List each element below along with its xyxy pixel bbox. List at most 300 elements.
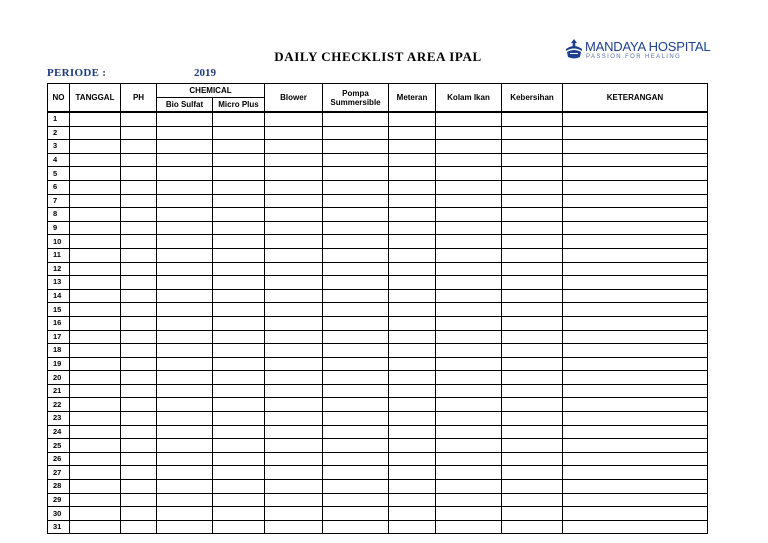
input-cell[interactable] bbox=[213, 384, 265, 398]
input-cell[interactable] bbox=[213, 180, 265, 194]
input-cell[interactable] bbox=[502, 425, 563, 439]
input-cell[interactable] bbox=[436, 384, 502, 398]
input-cell[interactable] bbox=[323, 167, 389, 181]
input-cell[interactable] bbox=[265, 194, 323, 208]
input-cell[interactable] bbox=[502, 153, 563, 167]
input-cell[interactable] bbox=[70, 235, 121, 249]
input-cell[interactable] bbox=[121, 126, 157, 140]
input-cell[interactable] bbox=[157, 344, 213, 358]
input-cell[interactable] bbox=[389, 398, 436, 412]
input-cell[interactable] bbox=[389, 140, 436, 154]
input-cell[interactable] bbox=[389, 480, 436, 494]
input-cell[interactable] bbox=[121, 398, 157, 412]
input-cell[interactable] bbox=[157, 221, 213, 235]
input-cell[interactable] bbox=[323, 276, 389, 290]
input-cell[interactable] bbox=[436, 112, 502, 126]
input-cell[interactable] bbox=[389, 167, 436, 181]
input-cell[interactable] bbox=[389, 412, 436, 426]
input-cell[interactable] bbox=[436, 520, 502, 534]
input-cell[interactable] bbox=[265, 412, 323, 426]
input-cell[interactable] bbox=[323, 357, 389, 371]
input-cell[interactable] bbox=[436, 167, 502, 181]
input-cell[interactable] bbox=[70, 344, 121, 358]
input-cell[interactable] bbox=[157, 466, 213, 480]
input-cell[interactable] bbox=[323, 371, 389, 385]
input-cell[interactable] bbox=[70, 480, 121, 494]
input-cell[interactable] bbox=[121, 276, 157, 290]
input-cell[interactable] bbox=[157, 412, 213, 426]
input-cell[interactable] bbox=[70, 140, 121, 154]
input-cell[interactable] bbox=[121, 452, 157, 466]
input-cell[interactable] bbox=[389, 289, 436, 303]
input-cell[interactable] bbox=[502, 507, 563, 521]
input-cell[interactable] bbox=[389, 520, 436, 534]
input-cell[interactable] bbox=[157, 425, 213, 439]
input-cell[interactable] bbox=[157, 208, 213, 222]
input-cell[interactable] bbox=[157, 235, 213, 249]
input-cell[interactable] bbox=[502, 344, 563, 358]
input-cell[interactable] bbox=[563, 112, 708, 126]
input-cell[interactable] bbox=[121, 208, 157, 222]
input-cell[interactable] bbox=[436, 493, 502, 507]
input-cell[interactable] bbox=[502, 221, 563, 235]
input-cell[interactable] bbox=[389, 208, 436, 222]
input-cell[interactable] bbox=[121, 303, 157, 317]
input-cell[interactable] bbox=[265, 439, 323, 453]
input-cell[interactable] bbox=[121, 194, 157, 208]
input-cell[interactable] bbox=[323, 289, 389, 303]
input-cell[interactable] bbox=[70, 466, 121, 480]
input-cell[interactable] bbox=[389, 507, 436, 521]
input-cell[interactable] bbox=[157, 520, 213, 534]
input-cell[interactable] bbox=[213, 357, 265, 371]
input-cell[interactable] bbox=[213, 466, 265, 480]
input-cell[interactable] bbox=[157, 180, 213, 194]
input-cell[interactable] bbox=[389, 316, 436, 330]
input-cell[interactable] bbox=[436, 480, 502, 494]
input-cell[interactable] bbox=[157, 316, 213, 330]
input-cell[interactable] bbox=[563, 480, 708, 494]
input-cell[interactable] bbox=[436, 316, 502, 330]
input-cell[interactable] bbox=[213, 276, 265, 290]
input-cell[interactable] bbox=[563, 276, 708, 290]
input-cell[interactable] bbox=[323, 153, 389, 167]
input-cell[interactable] bbox=[436, 248, 502, 262]
input-cell[interactable] bbox=[70, 180, 121, 194]
input-cell[interactable] bbox=[121, 289, 157, 303]
input-cell[interactable] bbox=[70, 248, 121, 262]
input-cell[interactable] bbox=[70, 439, 121, 453]
input-cell[interactable] bbox=[70, 221, 121, 235]
input-cell[interactable] bbox=[502, 180, 563, 194]
input-cell[interactable] bbox=[563, 153, 708, 167]
input-cell[interactable] bbox=[121, 412, 157, 426]
input-cell[interactable] bbox=[70, 357, 121, 371]
input-cell[interactable] bbox=[157, 493, 213, 507]
input-cell[interactable] bbox=[389, 153, 436, 167]
input-cell[interactable] bbox=[121, 344, 157, 358]
input-cell[interactable] bbox=[265, 330, 323, 344]
input-cell[interactable] bbox=[502, 140, 563, 154]
input-cell[interactable] bbox=[213, 303, 265, 317]
input-cell[interactable] bbox=[265, 208, 323, 222]
input-cell[interactable] bbox=[157, 384, 213, 398]
input-cell[interactable] bbox=[70, 452, 121, 466]
input-cell[interactable] bbox=[563, 452, 708, 466]
input-cell[interactable] bbox=[265, 167, 323, 181]
input-cell[interactable] bbox=[502, 316, 563, 330]
input-cell[interactable] bbox=[563, 493, 708, 507]
input-cell[interactable] bbox=[157, 357, 213, 371]
input-cell[interactable] bbox=[157, 167, 213, 181]
input-cell[interactable] bbox=[563, 140, 708, 154]
input-cell[interactable] bbox=[389, 493, 436, 507]
input-cell[interactable] bbox=[389, 452, 436, 466]
input-cell[interactable] bbox=[502, 520, 563, 534]
input-cell[interactable] bbox=[121, 140, 157, 154]
input-cell[interactable] bbox=[323, 398, 389, 412]
input-cell[interactable] bbox=[265, 520, 323, 534]
input-cell[interactable] bbox=[563, 357, 708, 371]
input-cell[interactable] bbox=[323, 235, 389, 249]
input-cell[interactable] bbox=[265, 289, 323, 303]
input-cell[interactable] bbox=[436, 194, 502, 208]
input-cell[interactable] bbox=[265, 262, 323, 276]
input-cell[interactable] bbox=[389, 384, 436, 398]
input-cell[interactable] bbox=[563, 371, 708, 385]
input-cell[interactable] bbox=[563, 167, 708, 181]
input-cell[interactable] bbox=[563, 289, 708, 303]
input-cell[interactable] bbox=[563, 208, 708, 222]
input-cell[interactable] bbox=[563, 248, 708, 262]
input-cell[interactable] bbox=[436, 466, 502, 480]
input-cell[interactable] bbox=[436, 221, 502, 235]
input-cell[interactable] bbox=[323, 248, 389, 262]
input-cell[interactable] bbox=[121, 371, 157, 385]
input-cell[interactable] bbox=[70, 208, 121, 222]
input-cell[interactable] bbox=[121, 384, 157, 398]
input-cell[interactable] bbox=[563, 262, 708, 276]
input-cell[interactable] bbox=[323, 140, 389, 154]
input-cell[interactable] bbox=[70, 167, 121, 181]
input-cell[interactable] bbox=[502, 439, 563, 453]
input-cell[interactable] bbox=[323, 180, 389, 194]
input-cell[interactable] bbox=[265, 140, 323, 154]
input-cell[interactable] bbox=[213, 112, 265, 126]
input-cell[interactable] bbox=[563, 398, 708, 412]
input-cell[interactable] bbox=[70, 289, 121, 303]
input-cell[interactable] bbox=[563, 520, 708, 534]
input-cell[interactable] bbox=[265, 221, 323, 235]
input-cell[interactable] bbox=[502, 248, 563, 262]
input-cell[interactable] bbox=[323, 425, 389, 439]
input-cell[interactable] bbox=[502, 480, 563, 494]
input-cell[interactable] bbox=[213, 194, 265, 208]
input-cell[interactable] bbox=[157, 303, 213, 317]
input-cell[interactable] bbox=[323, 452, 389, 466]
input-cell[interactable] bbox=[436, 208, 502, 222]
input-cell[interactable] bbox=[502, 330, 563, 344]
input-cell[interactable] bbox=[502, 466, 563, 480]
input-cell[interactable] bbox=[389, 126, 436, 140]
input-cell[interactable] bbox=[121, 248, 157, 262]
input-cell[interactable] bbox=[70, 153, 121, 167]
input-cell[interactable] bbox=[121, 167, 157, 181]
input-cell[interactable] bbox=[436, 126, 502, 140]
input-cell[interactable] bbox=[502, 235, 563, 249]
input-cell[interactable] bbox=[121, 112, 157, 126]
input-cell[interactable] bbox=[563, 194, 708, 208]
input-cell[interactable] bbox=[213, 208, 265, 222]
input-cell[interactable] bbox=[70, 126, 121, 140]
input-cell[interactable] bbox=[389, 194, 436, 208]
input-cell[interactable] bbox=[265, 153, 323, 167]
input-cell[interactable] bbox=[436, 276, 502, 290]
input-cell[interactable] bbox=[213, 493, 265, 507]
input-cell[interactable] bbox=[70, 398, 121, 412]
input-cell[interactable] bbox=[502, 412, 563, 426]
input-cell[interactable] bbox=[265, 452, 323, 466]
input-cell[interactable] bbox=[213, 480, 265, 494]
input-cell[interactable] bbox=[70, 412, 121, 426]
input-cell[interactable] bbox=[563, 344, 708, 358]
input-cell[interactable] bbox=[563, 180, 708, 194]
input-cell[interactable] bbox=[121, 262, 157, 276]
input-cell[interactable] bbox=[213, 412, 265, 426]
input-cell[interactable] bbox=[563, 425, 708, 439]
input-cell[interactable] bbox=[121, 425, 157, 439]
input-cell[interactable] bbox=[502, 384, 563, 398]
input-cell[interactable] bbox=[157, 112, 213, 126]
input-cell[interactable] bbox=[265, 398, 323, 412]
input-cell[interactable] bbox=[265, 248, 323, 262]
input-cell[interactable] bbox=[121, 493, 157, 507]
input-cell[interactable] bbox=[265, 493, 323, 507]
input-cell[interactable] bbox=[563, 330, 708, 344]
input-cell[interactable] bbox=[436, 289, 502, 303]
input-cell[interactable] bbox=[389, 303, 436, 317]
input-cell[interactable] bbox=[265, 371, 323, 385]
input-cell[interactable] bbox=[121, 316, 157, 330]
input-cell[interactable] bbox=[563, 412, 708, 426]
input-cell[interactable] bbox=[436, 412, 502, 426]
input-cell[interactable] bbox=[323, 439, 389, 453]
input-cell[interactable] bbox=[157, 452, 213, 466]
input-cell[interactable] bbox=[157, 126, 213, 140]
input-cell[interactable] bbox=[323, 384, 389, 398]
input-cell[interactable] bbox=[389, 371, 436, 385]
input-cell[interactable] bbox=[389, 276, 436, 290]
input-cell[interactable] bbox=[213, 344, 265, 358]
input-cell[interactable] bbox=[265, 425, 323, 439]
input-cell[interactable] bbox=[265, 384, 323, 398]
input-cell[interactable] bbox=[502, 303, 563, 317]
input-cell[interactable] bbox=[563, 507, 708, 521]
input-cell[interactable] bbox=[502, 194, 563, 208]
input-cell[interactable] bbox=[323, 112, 389, 126]
input-cell[interactable] bbox=[213, 153, 265, 167]
input-cell[interactable] bbox=[213, 520, 265, 534]
input-cell[interactable] bbox=[213, 126, 265, 140]
input-cell[interactable] bbox=[563, 221, 708, 235]
input-cell[interactable] bbox=[213, 507, 265, 521]
input-cell[interactable] bbox=[213, 221, 265, 235]
input-cell[interactable] bbox=[70, 276, 121, 290]
input-cell[interactable] bbox=[70, 330, 121, 344]
input-cell[interactable] bbox=[436, 398, 502, 412]
input-cell[interactable] bbox=[389, 357, 436, 371]
input-cell[interactable] bbox=[323, 480, 389, 494]
input-cell[interactable] bbox=[121, 330, 157, 344]
input-cell[interactable] bbox=[502, 357, 563, 371]
input-cell[interactable] bbox=[121, 520, 157, 534]
input-cell[interactable] bbox=[70, 316, 121, 330]
input-cell[interactable] bbox=[436, 235, 502, 249]
input-cell[interactable] bbox=[323, 493, 389, 507]
input-cell[interactable] bbox=[436, 425, 502, 439]
input-cell[interactable] bbox=[213, 235, 265, 249]
input-cell[interactable] bbox=[389, 235, 436, 249]
input-cell[interactable] bbox=[436, 303, 502, 317]
input-cell[interactable] bbox=[70, 425, 121, 439]
input-cell[interactable] bbox=[157, 248, 213, 262]
input-cell[interactable] bbox=[389, 221, 436, 235]
input-cell[interactable] bbox=[121, 180, 157, 194]
input-cell[interactable] bbox=[121, 221, 157, 235]
input-cell[interactable] bbox=[265, 112, 323, 126]
input-cell[interactable] bbox=[389, 466, 436, 480]
input-cell[interactable] bbox=[265, 235, 323, 249]
input-cell[interactable] bbox=[502, 167, 563, 181]
input-cell[interactable] bbox=[436, 330, 502, 344]
input-cell[interactable] bbox=[121, 153, 157, 167]
input-cell[interactable] bbox=[213, 398, 265, 412]
input-cell[interactable] bbox=[70, 303, 121, 317]
input-cell[interactable] bbox=[389, 180, 436, 194]
input-cell[interactable] bbox=[323, 466, 389, 480]
input-cell[interactable] bbox=[563, 303, 708, 317]
input-cell[interactable] bbox=[265, 180, 323, 194]
input-cell[interactable] bbox=[323, 208, 389, 222]
input-cell[interactable] bbox=[563, 126, 708, 140]
input-cell[interactable] bbox=[157, 194, 213, 208]
input-cell[interactable] bbox=[389, 344, 436, 358]
input-cell[interactable] bbox=[121, 466, 157, 480]
input-cell[interactable] bbox=[265, 316, 323, 330]
input-cell[interactable] bbox=[502, 276, 563, 290]
input-cell[interactable] bbox=[265, 344, 323, 358]
input-cell[interactable] bbox=[436, 452, 502, 466]
input-cell[interactable] bbox=[323, 344, 389, 358]
input-cell[interactable] bbox=[389, 439, 436, 453]
input-cell[interactable] bbox=[265, 480, 323, 494]
input-cell[interactable] bbox=[323, 303, 389, 317]
input-cell[interactable] bbox=[157, 507, 213, 521]
input-cell[interactable] bbox=[436, 153, 502, 167]
input-cell[interactable] bbox=[157, 398, 213, 412]
input-cell[interactable] bbox=[213, 140, 265, 154]
input-cell[interactable] bbox=[70, 194, 121, 208]
input-cell[interactable] bbox=[563, 235, 708, 249]
input-cell[interactable] bbox=[436, 357, 502, 371]
input-cell[interactable] bbox=[213, 316, 265, 330]
input-cell[interactable] bbox=[213, 439, 265, 453]
input-cell[interactable] bbox=[502, 208, 563, 222]
input-cell[interactable] bbox=[502, 371, 563, 385]
input-cell[interactable] bbox=[157, 480, 213, 494]
input-cell[interactable] bbox=[323, 316, 389, 330]
input-cell[interactable] bbox=[436, 507, 502, 521]
input-cell[interactable] bbox=[502, 452, 563, 466]
input-cell[interactable] bbox=[213, 330, 265, 344]
input-cell[interactable] bbox=[157, 276, 213, 290]
input-cell[interactable] bbox=[436, 439, 502, 453]
input-cell[interactable] bbox=[265, 276, 323, 290]
input-cell[interactable] bbox=[213, 452, 265, 466]
input-cell[interactable] bbox=[323, 412, 389, 426]
input-cell[interactable] bbox=[157, 330, 213, 344]
input-cell[interactable] bbox=[389, 112, 436, 126]
input-cell[interactable] bbox=[502, 398, 563, 412]
input-cell[interactable] bbox=[323, 221, 389, 235]
input-cell[interactable] bbox=[323, 507, 389, 521]
input-cell[interactable] bbox=[157, 289, 213, 303]
input-cell[interactable] bbox=[213, 425, 265, 439]
input-cell[interactable] bbox=[323, 262, 389, 276]
input-cell[interactable] bbox=[502, 126, 563, 140]
input-cell[interactable] bbox=[157, 439, 213, 453]
input-cell[interactable] bbox=[265, 357, 323, 371]
input-cell[interactable] bbox=[157, 153, 213, 167]
input-cell[interactable] bbox=[502, 289, 563, 303]
input-cell[interactable] bbox=[213, 371, 265, 385]
input-cell[interactable] bbox=[323, 194, 389, 208]
input-cell[interactable] bbox=[213, 289, 265, 303]
input-cell[interactable] bbox=[157, 262, 213, 276]
input-cell[interactable] bbox=[121, 480, 157, 494]
input-cell[interactable] bbox=[213, 248, 265, 262]
input-cell[interactable] bbox=[389, 262, 436, 276]
input-cell[interactable] bbox=[323, 330, 389, 344]
input-cell[interactable] bbox=[121, 507, 157, 521]
input-cell[interactable] bbox=[436, 344, 502, 358]
input-cell[interactable] bbox=[389, 330, 436, 344]
input-cell[interactable] bbox=[70, 371, 121, 385]
input-cell[interactable] bbox=[436, 140, 502, 154]
input-cell[interactable] bbox=[121, 439, 157, 453]
input-cell[interactable] bbox=[502, 493, 563, 507]
input-cell[interactable] bbox=[265, 126, 323, 140]
input-cell[interactable] bbox=[563, 466, 708, 480]
input-cell[interactable] bbox=[502, 262, 563, 276]
input-cell[interactable] bbox=[70, 493, 121, 507]
input-cell[interactable] bbox=[265, 507, 323, 521]
input-cell[interactable] bbox=[121, 235, 157, 249]
input-cell[interactable] bbox=[70, 262, 121, 276]
input-cell[interactable] bbox=[157, 371, 213, 385]
input-cell[interactable] bbox=[70, 507, 121, 521]
input-cell[interactable] bbox=[502, 112, 563, 126]
input-cell[interactable] bbox=[389, 425, 436, 439]
input-cell[interactable] bbox=[70, 384, 121, 398]
input-cell[interactable] bbox=[389, 248, 436, 262]
input-cell[interactable] bbox=[563, 316, 708, 330]
input-cell[interactable] bbox=[265, 466, 323, 480]
input-cell[interactable] bbox=[563, 439, 708, 453]
input-cell[interactable] bbox=[323, 126, 389, 140]
input-cell[interactable] bbox=[70, 112, 121, 126]
input-cell[interactable] bbox=[213, 262, 265, 276]
